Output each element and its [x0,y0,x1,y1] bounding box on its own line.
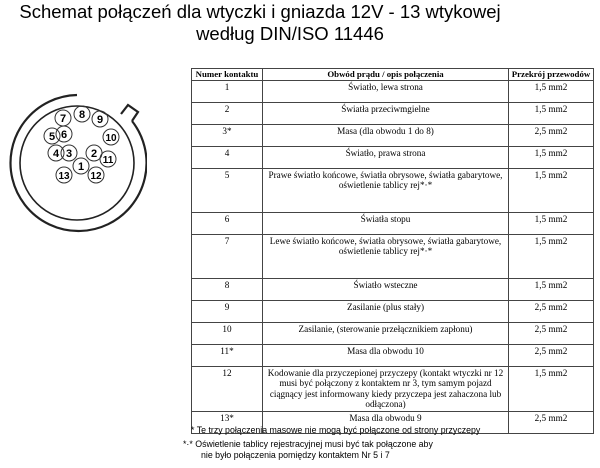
contact-number-cell: 8 [192,278,263,300]
wire-section-cell: 2,5 mm2 [509,411,594,433]
connector-pin-7 [55,110,71,126]
connector-pin-5 [44,128,60,144]
pin-assignment-table [191,68,594,434]
description-cell: Światła przeciwmgielne [263,102,509,124]
description-cell: Masa dla obwodu 9 [263,411,509,433]
connector-pin-label: 1 [77,161,85,173]
wire-section-cell: 2,5 mm2 [509,300,594,322]
connector-pin-11 [100,151,116,167]
description-cell: Światła stopu [263,212,509,234]
table-row [192,234,594,278]
connector-pin-label: 5 [48,131,56,143]
connector-pin-label: 13 [58,171,70,182]
footnote-plate-light-2: nie było połączenia pomiędzy kontaktem Nr 5 i 7 [201,450,390,460]
description-cell: Lewe światło końcowe, światła obrysowe, światła gabarytowe, oświetlenie tablicy rej*·* [263,234,509,278]
table-row [192,278,594,300]
footnote-plate-light-1: *·* Oświetlenie tablicy rejestracyjnej musi być tak połączone aby [183,439,433,449]
description-cell: Masa dla obwodu 10 [263,344,509,366]
description-cell: Prawe światło końcowe, światła obrysowe, światła gabarytowe, oświetlenie tablicy rej*·* [263,168,509,212]
connector-pin-label: 8 [78,109,86,121]
footnote-ground: * Te trzy połączenia masowe nie mogą być połączone od strony przyczepy [191,425,481,435]
connector-pin-9 [92,111,108,127]
connector-pin-3 [61,145,77,161]
table-row [192,344,594,366]
contact-number-cell: 1 [192,80,263,102]
table-row [192,212,594,234]
wire-section-cell: 2,5 mm2 [509,124,594,146]
wire-section-cell: 1,5 mm2 [509,146,594,168]
description-cell: Masa (dla obwodu 1 do 8) [263,124,509,146]
contact-number-cell: 4 [192,146,263,168]
wire-section-cell: 1,5 mm2 [509,366,594,411]
table-row [192,300,594,322]
table-row [192,322,594,344]
connector-pin-6 [56,126,72,142]
wire-section-cell: 1,5 mm2 [509,80,594,102]
table-row [192,80,594,102]
connector-pin-8 [74,106,90,122]
table-row [192,124,594,146]
wire-section-cell: 1,5 mm2 [509,234,594,278]
contact-number-cell: 6 [192,212,263,234]
connector-pin-label: 7 [59,113,67,125]
contact-number-cell: 12 [192,366,263,411]
contact-number-cell: 2 [192,102,263,124]
contact-number-cell: 10 [192,322,263,344]
description-cell: Zasilanie (plus stały) [263,300,509,322]
connector-pin-12 [88,167,104,183]
wire-section-cell: 1,5 mm2 [509,102,594,124]
description-cell: Światło, lewa strona [263,80,509,102]
connector-pin-label: 9 [96,114,104,126]
wire-section-cell: 1,5 mm2 [509,212,594,234]
connector-pin-label: 10 [105,133,117,144]
wire-section-cell: 2,5 mm2 [509,344,594,366]
wire-section-cell: 1,5 mm2 [509,168,594,212]
table-row [192,102,594,124]
page-title: Schemat połączeń dla wtyczki i gniazda 12V - 13 wtykowej [19,1,501,22]
connector-pin-10 [103,129,119,145]
connector-pin-1 [73,158,89,174]
table-row [192,168,594,212]
page-subtitle: według DIN/ISO 11446 [196,23,384,44]
contact-number-cell: 13* [192,411,263,433]
description-cell: Światło, prawa strona [263,146,509,168]
connector-pin-label: 11 [102,155,114,166]
contact-number-cell: 7 [192,234,263,278]
header-contact-number: Numer kontaktu [192,69,263,81]
connector-pin-4 [48,145,64,161]
contact-number-cell: 3* [192,124,263,146]
header-wire-section: Przekrój przewodów [509,69,594,81]
connector-diagram [7,86,147,256]
contact-number-cell: 5 [192,168,263,212]
contact-number-cell: 11* [192,344,263,366]
connector-pin-label: 2 [90,148,98,160]
contact-number-cell: 9 [192,300,263,322]
table-row [192,366,594,411]
connector-key-notch [121,105,138,121]
description-cell: Kodowanie dla przyczepionej przyczepy (kontakt wtyczki nr 12 musi być połączony z kontaktem nr 3, tym samym pojazd ciągnący jest informowany kiedy przyczepa jest zahaczona lub odłączona) [263,366,509,411]
wire-section-cell: 1,5 mm2 [509,278,594,300]
connector-pin-label: 12 [90,171,102,182]
connector-pin-label: 3 [65,148,73,160]
description-cell: Światło wsteczne [263,278,509,300]
wire-section-cell: 2,5 mm2 [509,322,594,344]
connector-pin-13 [56,167,72,183]
connector-pin-label: 4 [52,148,60,160]
header-circuit-description: Obwód prądu / opis połączenia [263,69,509,81]
table-row [192,146,594,168]
description-cell: Zasilanie, (sterowanie przełącznikiem zapłonu) [263,322,509,344]
connector-pin-label: 6 [60,129,68,141]
